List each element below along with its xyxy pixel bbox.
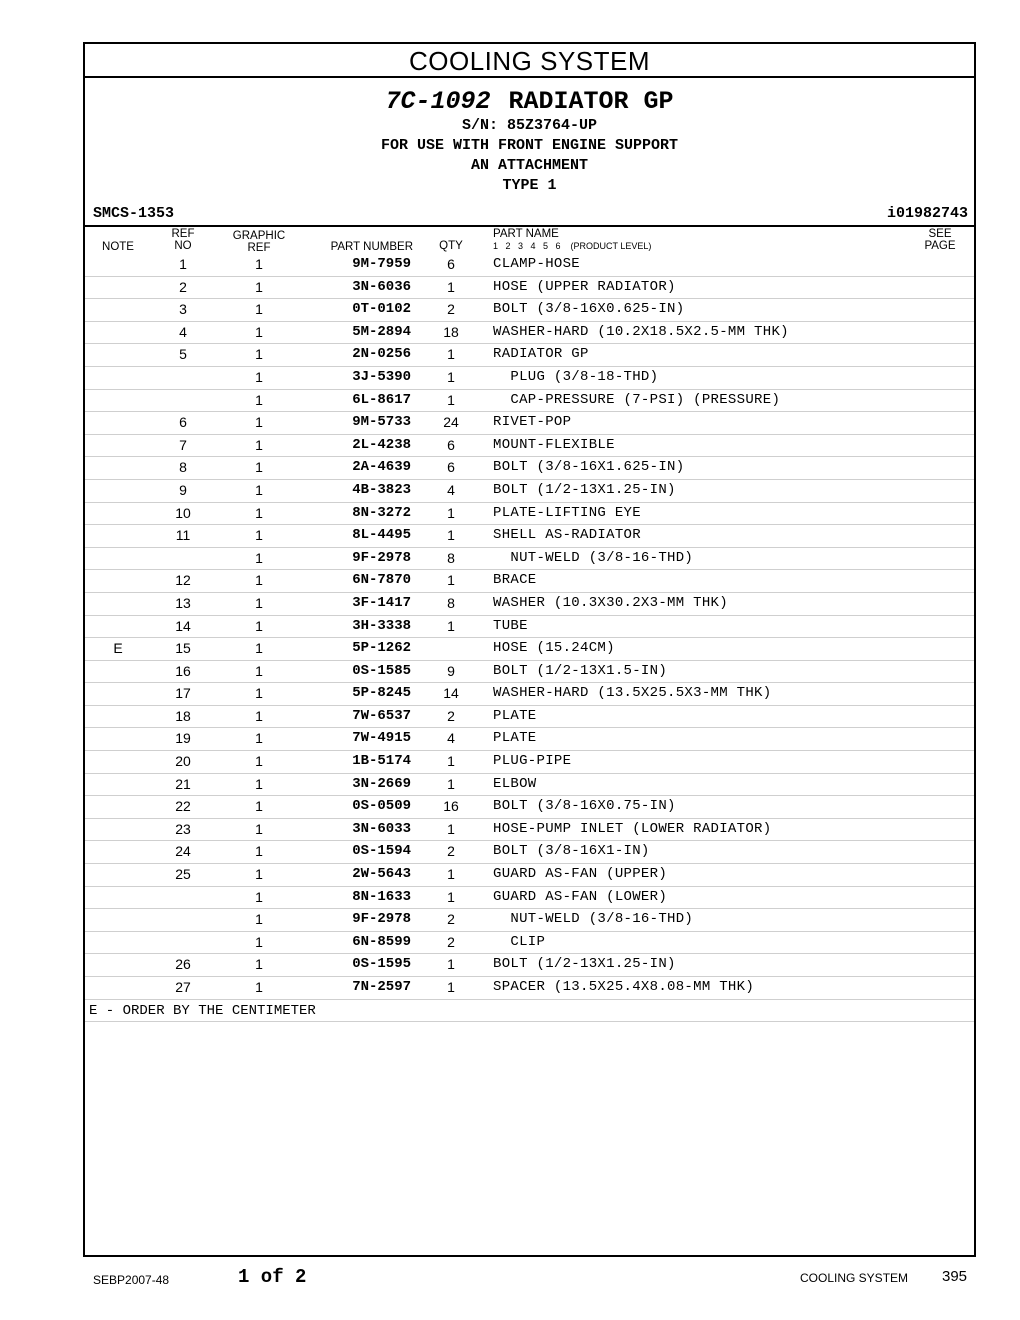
graphic-ref-cell: 1 [255,888,263,905]
part-number-cell: 0S-1595 [352,956,411,973]
graphic-ref-cell: 1 [255,843,263,860]
graphic-ref-cell: 1 [255,504,263,521]
qty-cell: 6 [447,256,455,272]
qty-cell: 1 [447,527,455,544]
qty-cell: 1 [447,617,455,634]
part-number-cell: 5P-1262 [352,640,411,657]
ref-no-cell: 23 [175,820,191,837]
table-row [85,706,974,729]
ref-no-cell: 15 [175,640,191,657]
ref-no-cell: 7 [179,436,187,453]
part-name-cell: NUT-WELD (3/8-16-THD) [493,911,694,928]
qty-cell: 1 [447,278,455,295]
qty-cell: 2 [447,301,455,318]
part-name-cell: BOLT (1/2-13X1.25-IN) [493,956,676,973]
ref-no-cell: 24 [175,843,191,860]
usage-line: TYPE 1 [502,177,557,194]
part-number-cell: 0S-0509 [352,798,411,815]
part-number-cell: 9F-2978 [352,911,411,928]
table-row [85,774,974,797]
table-row [85,503,974,526]
table-row [85,593,974,616]
ref-no-cell: 13 [175,594,191,611]
document-id: SEBP2007-48 [93,1273,170,1287]
part-number-cell: 6L-8617 [352,391,411,408]
qty-cell: 6 [447,459,455,476]
part-name-cell: CAP-PRESSURE (7-PSI) (PRESSURE) [493,391,781,408]
table-row [85,277,974,300]
page-of-count: 1 of 2 [238,1266,307,1288]
graphic-ref-cell: 1 [255,730,263,747]
parts-table [85,254,974,1022]
graphic-ref-cell: 1 [255,798,263,815]
ref-no-cell: 4 [179,323,187,340]
ref-no-cell: 12 [175,572,191,589]
part-number-cell: 9M-5733 [352,414,411,431]
part-number-cell: 3H-3338 [352,617,411,634]
graphic-ref-cell: 1 [255,707,263,724]
qty-cell: 24 [443,414,459,431]
part-name-cell: BOLT (1/2-13X1.25-IN) [493,481,676,498]
graphic-ref-cell: 1 [255,956,263,973]
graphic-ref-cell: 1 [255,323,263,340]
part-name-cell: BOLT (3/8-16X1.625-IN) [493,459,685,476]
part-name-cell: PLATE [493,730,537,747]
ref-no-cell: 9 [179,481,187,498]
table-row [85,322,974,345]
part-number-cell: 2L-4238 [352,436,411,453]
part-number-cell: 6N-8599 [352,933,411,950]
graphic-ref-cell: 1 [255,391,263,408]
part-number-cell: 3J-5390 [352,368,411,385]
qty-cell: 1 [447,504,455,521]
graphic-ref-cell: 1 [255,346,263,363]
table-row [85,480,974,503]
ref-no-cell: 2 [179,278,187,295]
graphic-ref-cell: 1 [255,414,263,431]
page-number: 395 [942,1268,968,1285]
ref-no-cell: 17 [175,685,191,702]
table-row [85,683,974,706]
qty-cell: 6 [447,436,455,453]
qty-cell: 1 [447,820,455,837]
graphic-ref-cell: 1 [255,256,263,272]
col-qty: QTY [439,240,463,252]
footnote-row [85,1000,974,1022]
col-part-name: PART NAME [493,228,559,240]
part-name-cell: PLUG (3/8-18-THD) [493,368,659,385]
ref-no-cell: 26 [175,956,191,973]
ref-no-cell: 11 [175,527,191,544]
ref-no-cell: 20 [175,753,191,770]
graphic-ref-cell: 1 [255,594,263,611]
graphic-ref-cell: 1 [255,866,263,883]
part-number-cell: 2W-5643 [352,866,411,883]
table-row [85,728,974,751]
col-product-level: 1 2 3 4 5 6 (PRODUCT LEVEL) [493,241,652,251]
ref-no-cell: 8 [179,459,187,476]
qty-cell: 1 [447,775,455,792]
ref-no-cell: 27 [175,979,191,995]
col-see-page-line2: PAGE [924,240,956,252]
part-number-cell: 9M-7959 [352,256,411,272]
part-number-cell: 5P-8245 [352,685,411,702]
part-name-cell: GUARD AS-FAN (UPPER) [493,866,668,883]
part-number-cell: 7W-6537 [352,707,411,724]
col-see-page [915,228,965,252]
part-number-cell: 0T-0102 [352,301,411,318]
ref-no-cell: 5 [179,346,187,363]
part-number-cell: 0S-1594 [352,843,411,860]
col-ref-no-line1: REF [171,228,195,240]
qty-cell: 16 [443,798,459,815]
table-row [85,367,974,390]
part-number-cell: 3F-1417 [352,594,411,611]
qty-cell: 2 [447,707,455,724]
ref-no-cell: 6 [179,414,187,431]
illustration-id: i01982743 [886,205,968,222]
table-row [85,661,974,684]
part-name-cell: ELBOW [493,775,537,792]
part-name-cell: CLIP [493,933,546,950]
col-part-number: PART NUMBER [330,241,413,253]
graphic-ref-cell: 1 [255,979,263,995]
table-row [85,412,974,435]
table-row [85,864,974,887]
col-see-page-line1: SEE [928,228,952,240]
table-row [85,457,974,480]
graphic-ref-cell: 1 [255,278,263,295]
qty-cell: 4 [447,481,455,498]
graphic-ref-cell: 1 [255,459,263,476]
group-title [85,88,974,116]
col-ref-no [165,228,201,252]
part-name-cell: TUBE [493,617,528,634]
part-name-cell: BOLT (3/8-16X1-IN) [493,843,650,860]
table-row [85,548,974,571]
part-number-cell: 7W-4915 [352,730,411,747]
graphic-ref-cell: 1 [255,549,263,566]
table-row [85,841,974,864]
footnote-text: E - ORDER BY THE CENTIMETER [89,1002,316,1019]
ref-no-cell: 1 [179,256,187,272]
table-row [85,909,974,932]
qty-cell: 2 [447,843,455,860]
col-note: NOTE [102,241,134,253]
qty-cell: 1 [447,866,455,883]
table-row [85,977,974,1000]
ref-no-cell: 14 [175,617,191,634]
table-row [85,751,974,774]
group-name: RADIATOR GP [508,87,674,116]
part-number-cell: 5M-2894 [352,323,411,340]
qty-cell: 8 [447,594,455,611]
part-number-cell: 3N-6036 [352,278,411,295]
qty-cell: 4 [447,730,455,747]
graphic-ref-cell: 1 [255,436,263,453]
graphic-ref-cell: 1 [255,572,263,589]
serial-number: S/N: 85Z3764-UP [461,117,598,134]
table-row [85,954,974,977]
ref-no-cell: 25 [175,866,191,883]
part-name-cell: BOLT (3/8-16X0.75-IN) [493,798,676,815]
table-row [85,819,974,842]
graphic-ref-cell: 1 [255,368,263,385]
graphic-ref-cell: 1 [255,933,263,950]
col-graphic-ref [227,230,291,254]
ref-no-cell: 10 [175,504,191,521]
table-row [85,254,974,277]
footer-section: COOLING SYSTEM [800,1271,909,1285]
table-row [85,570,974,593]
part-name-cell: BOLT (1/2-13X1.5-IN) [493,662,668,679]
graphic-ref-cell: 1 [255,820,263,837]
table-row [85,344,974,367]
part-name-cell: PLATE-LIFTING EYE [493,504,641,521]
part-name-cell: GUARD AS-FAN (LOWER) [493,888,668,905]
qty-cell: 14 [443,685,459,702]
graphic-ref-cell: 1 [255,640,263,657]
qty-cell: 9 [447,662,455,679]
group-part-number: 7C-1092 [385,87,491,116]
part-number-cell: 7N-2597 [352,979,411,995]
part-name-cell: RADIATOR GP [493,346,589,363]
graphic-ref-cell: 1 [255,617,263,634]
part-name-cell: BOLT (3/8-16X0.625-IN) [493,301,685,318]
col-graphic-ref-line2: REF [247,242,271,254]
smcs-code: SMCS-1353 [93,205,175,222]
ref-no-cell: 22 [175,798,191,815]
part-name-cell: HOSE-PUMP INLET (LOWER RADIATOR) [493,820,772,837]
usage-line: AN ATTACHMENT [470,157,589,174]
part-number-cell: 8N-1633 [352,888,411,905]
qty-cell: 18 [443,323,459,340]
group-header [85,88,974,196]
part-name-cell: WASHER-HARD (13.5X25.5X3-MM THK) [493,685,772,702]
table-row [85,525,974,548]
table-row [85,887,974,910]
part-number-cell: 1B-5174 [352,753,411,770]
table-row [85,932,974,955]
part-number-cell: 8L-4495 [352,527,411,544]
qty-cell: 1 [447,346,455,363]
table-row [85,435,974,458]
qty-cell: 1 [447,979,455,995]
parts-page-frame [83,42,976,1257]
column-headers [85,228,974,256]
qty-cell: 1 [447,391,455,408]
part-name-cell: SHELL AS-RADIATOR [493,527,641,544]
page-footer [0,1266,1020,1290]
qty-cell: 8 [447,549,455,566]
part-name-cell: CLAMP-HOSE [493,256,581,272]
qty-cell: 1 [447,368,455,385]
part-name-cell: MOUNT-FLEXIBLE [493,436,615,453]
ref-no-cell: 3 [179,301,187,318]
qty-cell: 2 [447,911,455,928]
table-row [85,796,974,819]
note-cell: E [113,640,123,657]
part-name-cell: RIVET-POP [493,414,572,431]
ref-no-cell: 16 [175,662,191,679]
graphic-ref-cell: 1 [255,301,263,318]
table-row [85,299,974,322]
part-number-cell: 9F-2978 [352,549,411,566]
part-name-cell: HOSE (UPPER RADIATOR) [493,278,676,295]
part-number-cell: 8N-3272 [352,504,411,521]
graphic-ref-cell: 1 [255,481,263,498]
table-row [85,638,974,661]
part-number-cell: 6N-7870 [352,572,411,589]
part-name-cell: PLUG-PIPE [493,753,572,770]
section-title: COOLING SYSTEM [85,44,974,78]
qty-cell: 1 [447,572,455,589]
part-number-cell: 0S-1585 [352,662,411,679]
ref-no-cell: 21 [175,775,191,792]
qty-cell: 2 [447,933,455,950]
part-number-cell: 4B-3823 [352,481,411,498]
table-row [85,616,974,639]
part-name-cell: SPACER (13.5X25.4X8.08-MM THK) [493,979,755,995]
graphic-ref-cell: 1 [255,911,263,928]
part-number-cell: 2N-0256 [352,346,411,363]
part-number-cell: 3N-2669 [352,775,411,792]
graphic-ref-cell: 1 [255,527,263,544]
usage-line: FOR USE WITH FRONT ENGINE SUPPORT [380,137,679,154]
col-graphic-ref-line1: GRAPHIC [232,230,286,242]
graphic-ref-cell: 1 [255,775,263,792]
part-name-cell: PLATE [493,707,537,724]
qty-cell: 1 [447,888,455,905]
ref-no-cell: 18 [175,707,191,724]
part-name-cell: WASHER (10.3X30.2X3-MM THK) [493,594,728,611]
smcs-row [85,205,974,227]
col-ref-no-line2: NO [174,240,192,252]
part-name-cell: HOSE (15.24CM) [493,640,615,657]
qty-cell: 1 [447,956,455,973]
part-name-cell: BRACE [493,572,537,589]
graphic-ref-cell: 1 [255,753,263,770]
part-name-cell: WASHER-HARD (10.2X18.5X2.5-MM THK) [493,323,789,340]
part-number-cell: 3N-6033 [352,820,411,837]
part-name-cell: NUT-WELD (3/8-16-THD) [493,549,694,566]
part-number-cell: 2A-4639 [352,459,411,476]
graphic-ref-cell: 1 [255,662,263,679]
graphic-ref-cell: 1 [255,685,263,702]
qty-cell: 1 [447,753,455,770]
ref-no-cell: 19 [175,730,191,747]
table-row [85,390,974,413]
